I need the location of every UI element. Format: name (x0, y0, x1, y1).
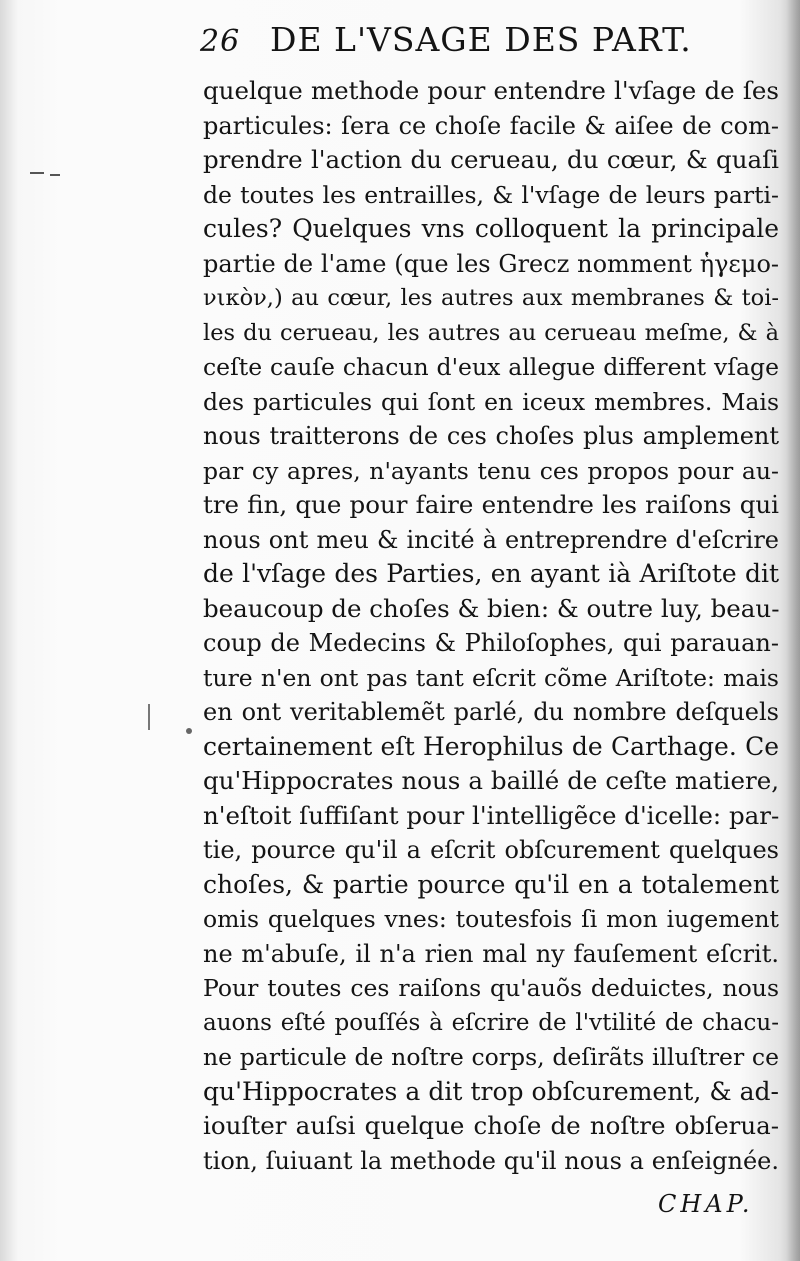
running-title: DE L'VSAGE DES PART. (270, 20, 692, 59)
text-line: choſes, & partie pource qu'il en a totalement (203, 869, 779, 899)
text-line: auons eſté pouſſés à eſcrire de l'vtilité de chacu- (203, 1009, 779, 1036)
page-edge-shadow (786, 0, 800, 1261)
margin-dash-mark (50, 174, 60, 176)
text-line: certainement eſt Herophilus de Carthage. Ce (203, 731, 779, 761)
text-line: par cy apres, n'ayants tenu ces propos pour au- (203, 456, 779, 485)
text-line: prendre l'action du cerueau, du cœur, & quaſi (203, 145, 779, 174)
text-line: coup de Medecins & Philoſophes, qui parauan- (203, 629, 779, 657)
catchword: CHAP. (658, 1190, 754, 1218)
text-line: tre fin, que pour faire entendre les raiſons qui (203, 490, 779, 519)
body-text (203, 74, 793, 1178)
text-line: n'eſtoit ſuffiſant pour l'intelligẽce d'icelle: par- (203, 800, 780, 830)
margin-dash-mark (30, 172, 44, 174)
text-line: tie, pource qu'il a eſcrit obſcurement quelques (203, 836, 779, 864)
text-line: beaucoup de choſes & bien: & outre luy, beau- (203, 593, 780, 623)
text-line: les du cerueau, les autres au cerueau meſme, & à (203, 319, 779, 346)
margin-tick-mark (148, 704, 150, 730)
text-line: cules? Quelques vns colloquent la principale (203, 214, 779, 243)
text-line: partie de l'ame (que les Grecz nomment ἡγεμο- (203, 249, 779, 278)
text-line: particules: ſera ce choſe facile & aiſee de com- (203, 111, 779, 140)
page-header (200, 20, 760, 70)
page-number: 26 (200, 24, 241, 59)
text-line: iouſter auſsi quelque choſe de noſtre obſerua- (203, 1111, 779, 1140)
text-line: omis quelques vnes: toutesfois ſi mon iugement (203, 905, 779, 933)
text-line: qu'Hippocrates nous a baillé de ceſte matiere, (203, 766, 779, 795)
text-line: des particules qui ſont en iceux membres. Mais (203, 387, 779, 416)
text-line: nous traitterons de ces choſes plus amplement (203, 422, 779, 450)
text-line: nous ont meu & incité à entreprendre d'eſcrire (203, 525, 779, 554)
text-line: ceſte cauſe chacun d'eux allegue different vſage (203, 353, 779, 381)
text-line: qu'Hippocrates a dit trop obſcurement, & ad- (203, 1076, 779, 1106)
text-line: ne particule de noſtre corps, deſirãts illuſtrer ce (203, 1043, 779, 1071)
text-line: de toutes les entrailles, & l'vſage de leurs parti- (203, 180, 779, 209)
text-line: ne m'abuſe, il n'a rien mal ny fauſement eſcrit. (203, 939, 779, 968)
text-line: νικὸν,) au cœur, les autres aux membranes & toi- (203, 285, 779, 311)
text-line: ture n'en ont pas tant eſcrit cõme Ariſtote: mais (203, 663, 779, 692)
text-line: de l'vſage des Parties, en ayant ià Ariſtote dit (203, 559, 779, 588)
text-line: en ont veritablemẽt parlé, du nombre deſquels (203, 698, 779, 726)
text-line: Pour toutes ces raiſons qu'auõs deduictes, nous (203, 974, 779, 1002)
text-line: tion, ſuiuant la methode qu'il nous a enſeignée. (203, 1146, 779, 1175)
margin-dot-mark (186, 728, 192, 734)
text-line: quelque methode pour entendre l'vſage de ſes (203, 76, 779, 105)
